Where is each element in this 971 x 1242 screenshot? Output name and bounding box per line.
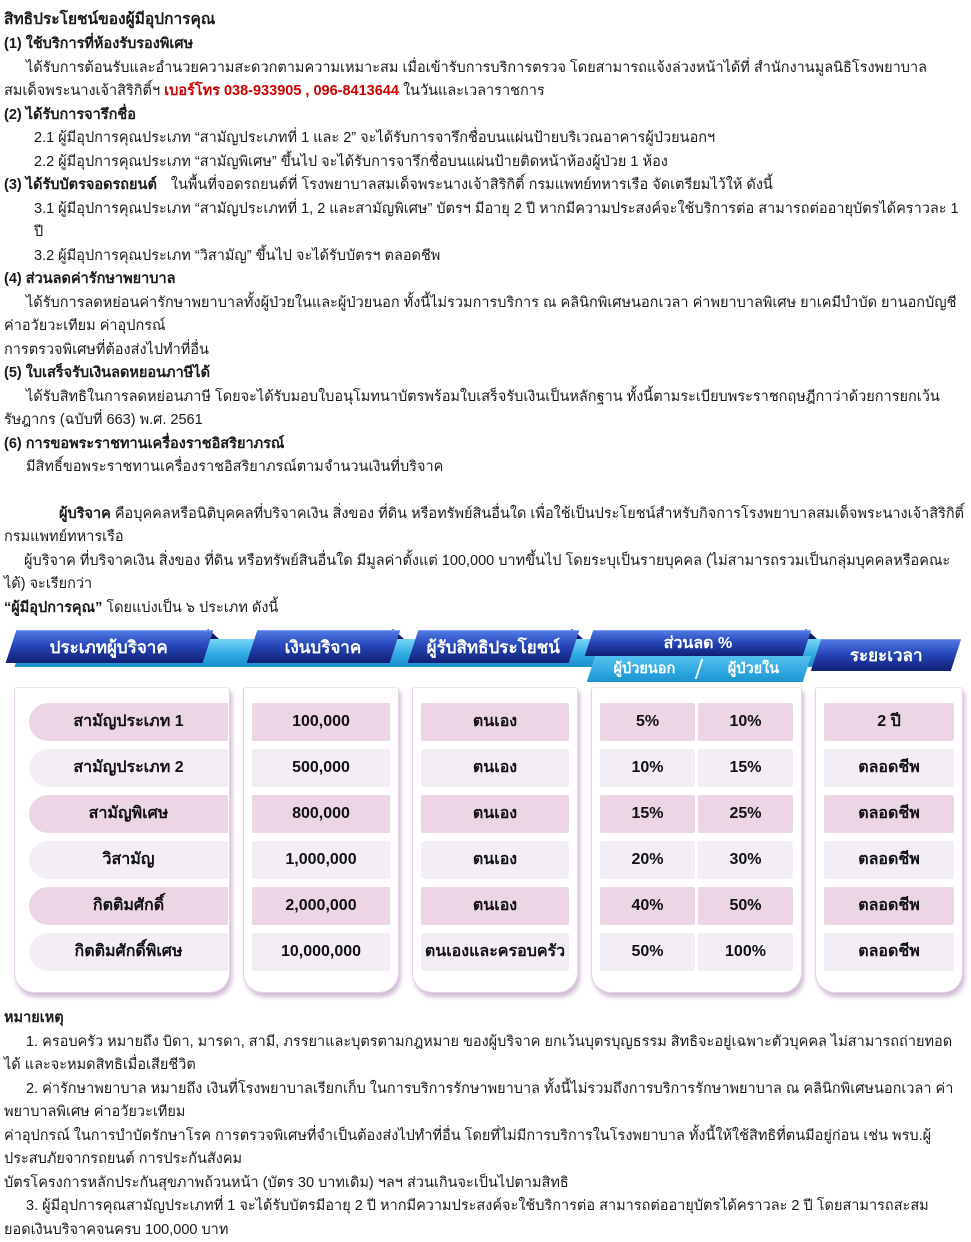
section-3-item-1: 3.1 ผู้มีอุปการคุณประเภท “สามัญประเภทที่ 1, 2 และสามัญพิเศษ” บัตรฯ มีอายุ 2 ปี หากมีความประสงค์จะใช้บริการต่อ สามารถต่ออายุบัตรได้คราวละ 1 ปี bbox=[4, 198, 966, 245]
discount-row bbox=[600, 841, 793, 879]
header-discount-label: ส่วนลด % bbox=[664, 636, 733, 652]
section-1-heading: (1) ใช้บริการที่ห้องรับรองพิเศษ bbox=[4, 33, 966, 57]
duration-cell: ตลอดชีพ bbox=[824, 749, 954, 787]
beneficiary-cell: ตนเอง bbox=[421, 703, 569, 741]
section-5-body: ได้รับสิทธิในการลดหย่อนภาษี โดยจะได้รับมอบใบอนุโมทนาบัตรพร้อมใบเสร็จรับเงินเป็นหลักฐาน ทั้งนี้ตามระเบียบพระราชกฤษฎีกาว่าด้วยการยกเว้นรัษฎากร (ฉบับที่ 663) พ.ศ. 2561 bbox=[4, 386, 966, 433]
section-3-item-2: 3.2 ผู้มีอุปการคุณประเภท “วิสามัญ” ขึ้นไป จะได้รับบัตรฯ ตลอดชีพ bbox=[4, 245, 966, 269]
amount-cell: 10,000,000 bbox=[252, 933, 390, 971]
header-duration bbox=[811, 639, 961, 671]
section-6-body: มีสิทธิ์ขอพระราชทานเครื่องราชอิสริยาภรณ์ตามจำนวนเงินที่บริจาค bbox=[4, 456, 966, 480]
inpatient-cell: 15% bbox=[698, 749, 793, 787]
discount-row bbox=[600, 749, 793, 787]
header-outpatient: ผู้ป่วยนอก bbox=[591, 662, 698, 677]
column-discount bbox=[591, 687, 802, 993]
outpatient-cell: 15% bbox=[600, 795, 695, 833]
note-2-line-2: ค่าอุปกรณ์ ในการบำบัดรักษาโรค การตรวจพิเศษที่จำเป็นต้องส่งไปทำที่อื่น โดยที่ไม่มีการบริการในโรงพยาบาล ทั้งนี้ให้ใช้สิทธิที่ตนมีอยู่ก่อน เช่น พรบ.ผู้ประสบภัยจากรถยนต์ การประกันสังคม bbox=[4, 1125, 966, 1172]
intro-lead: ผู้บริจาค bbox=[59, 506, 111, 522]
section-3-heading-line bbox=[4, 174, 966, 198]
duration-cell: ตลอดชีพ bbox=[824, 795, 954, 833]
table-body bbox=[14, 687, 963, 993]
header-beneficiary-label: ผู้รับสิทธิประโยชน์ bbox=[427, 639, 560, 656]
section-3-heading: (3) ได้รับบัตรจอดรถยนต์ bbox=[4, 177, 157, 193]
outpatient-cell: 50% bbox=[600, 933, 695, 971]
beneficiary-cell: ตนเอง bbox=[421, 749, 569, 787]
outpatient-cell: 20% bbox=[600, 841, 695, 879]
discount-row bbox=[600, 887, 793, 925]
outpatient-cell: 10% bbox=[600, 749, 695, 787]
header-beneficiary bbox=[408, 630, 580, 663]
intro-patron-term: “ผู้มีอุปการคุณ” bbox=[4, 600, 102, 616]
donor-intro-paragraph bbox=[4, 503, 966, 621]
intro-line-3 bbox=[4, 597, 966, 621]
column-donation-amount bbox=[243, 687, 399, 993]
intro-line-1 bbox=[4, 503, 966, 550]
duration-cell: ตลอดชีพ bbox=[824, 933, 954, 971]
amount-cell: 800,000 bbox=[252, 795, 390, 833]
inpatient-cell: 100% bbox=[698, 933, 793, 971]
discount-row bbox=[600, 795, 793, 833]
donor-type-cell: สามัญพิเศษ bbox=[29, 795, 228, 833]
inpatient-cell: 30% bbox=[698, 841, 793, 879]
header-donor-type-label: ประเภทผู้บริจาค bbox=[50, 639, 168, 656]
duration-cell: ตลอดชีพ bbox=[824, 887, 954, 925]
section-1-text: ได้รับการต้อนรับและอำนวยความสะดวกตามความเหมาะสม เมื่อเข้ารับการบริการตรวจ โดยสามารถแจ้งล่วงหน้าได้ที่ สำนักงานมูลนิธิโรงพยาบาลสมเด็จพระนางเจ้าสิริกิติ์ฯ bbox=[4, 60, 927, 100]
duration-cell: 2 ปี bbox=[824, 703, 954, 741]
amount-cell: 1,000,000 bbox=[252, 841, 390, 879]
donor-type-cell: กิตติมศักดิ์ bbox=[29, 887, 228, 925]
header-donor-type bbox=[6, 630, 214, 663]
donor-type-cell: สามัญประเภท 2 bbox=[29, 749, 228, 787]
intro-line-2: ผู้บริจาค ที่บริจาคเงิน สิ่งของ ที่ดิน หรือทรัพย์สินอื่นใด มีมูลค่าตั้งแต่ 100,000 บาทขึ้นไป โดยระบุเป็นรายบุคคล (ไม่สามารถรวมเป็นกลุ่มบุคคลหรือคณะได้) จะเรียกว่า bbox=[4, 550, 966, 597]
inpatient-cell: 50% bbox=[698, 887, 793, 925]
amount-cell: 100,000 bbox=[252, 703, 390, 741]
note-2-line-1: 2. ค่ารักษาพยาบาล หมายถึง เงินที่โรงพยาบาลเรียกเก็บ ในการบริการรักษาพยาบาล ทั้งนี้ไม่รวมถึงการบริการรักษาพยาบาล ณ คลินิกพิเศษนอกเวลา ค่าพยาบาลพิเศษ ค่าอวัยวะเทียม bbox=[4, 1078, 966, 1125]
note-3-line-1: 3. ผู้มีอุปการคุณสามัญประเภทที่ 1 จะได้รับบัตรมีอายุ 2 ปี หากมีความประสงค์จะใช้บริการต่อ สามารถต่ออายุบัตรได้คราวละ 2 ปี โดยสามารถสะสม bbox=[4, 1195, 966, 1219]
table-header-ribbon bbox=[14, 630, 963, 682]
beneficiary-cell: ตนเอง bbox=[421, 887, 569, 925]
section-4-body-2: การตรวจพิเศษที่ต้องส่งไปทำที่อื่น bbox=[4, 339, 966, 363]
header-discount-subrow bbox=[587, 656, 811, 682]
beneficiary-cell: ตนเองและครอบครัว bbox=[421, 933, 569, 971]
header-inpatient: ผู้ป่วยใน bbox=[700, 662, 807, 677]
discount-row bbox=[600, 703, 793, 741]
discount-row bbox=[600, 933, 793, 971]
beneficiary-cell: ตนเอง bbox=[421, 841, 569, 879]
column-donor-type bbox=[14, 687, 230, 993]
header-discount bbox=[585, 630, 811, 656]
donor-type-cell: กิตติมศักดิ์พิเศษ bbox=[29, 933, 228, 971]
inpatient-cell: 10% bbox=[698, 703, 793, 741]
amount-cell: 500,000 bbox=[252, 749, 390, 787]
section-4-body-1: ได้รับการลดหย่อนค่ารักษาพยาบาลทั้งผู้ป่วยในและผู้ป่วยนอก ทั้งนี้ไม่รวมการบริการ ณ คลินิกพิเศษนอกเวลา ค่าพยาบาลพิเศษ ยาเคมีบำบัด ยานอกบัญชี ค่าอวัยวะเทียม ค่าอุปกรณ์ bbox=[4, 292, 966, 339]
section-2-item-1: 2.1 ผู้มีอุปการคุณประเภท “สามัญประเภทที่ 1 และ 2” จะได้รับการจารึกชื่อบนแผ่นป้ายบริเวณอาคารผู้ป่วยนอกฯ bbox=[4, 127, 966, 151]
outpatient-cell: 40% bbox=[600, 887, 695, 925]
column-duration bbox=[815, 687, 963, 993]
duration-cell: ตลอดชีพ bbox=[824, 841, 954, 879]
column-beneficiary bbox=[412, 687, 578, 993]
outpatient-cell: 5% bbox=[600, 703, 695, 741]
section-1-tail: ในวันและเวลาราชการ bbox=[399, 83, 545, 99]
section-3-heading-tail: ในพื้นที่จอดรถยนต์ที่ โรงพยาบาลสมเด็จพระนางเจ้าสิริกิติ์ กรมแพทย์ทหารเรือ จัดเตรียมไว้ให้ ดังนี้ bbox=[171, 177, 773, 193]
section-4-heading: (4) ส่วนลดค่ารักษาพยาบาล bbox=[4, 268, 966, 292]
section-6-heading: (6) การขอพระราชทานเครื่องราชอิสริยาภรณ์ bbox=[4, 433, 966, 457]
note-1: 1. ครอบครัว หมายถึง บิดา, มารดา, สามี, ภรรยาและบุตรตามกฎหมาย ของผู้บริจาค ยกเว้นบุตรบุญธรรม สิทธิจะอยู่เฉพาะตัวบุคคล ไม่สามารถถ่ายทอดได้ และจะหมดสิทธิเมื่อเสียชีวิต bbox=[4, 1031, 966, 1078]
intro-line-3-tail: โดยแบ่งเป็น ๖ ประเภท ดังนี้ bbox=[102, 600, 278, 616]
header-duration-label: ระยะเวลา bbox=[849, 647, 922, 664]
section-5-heading: (5) ใบเสร็จรับเงินลดหยอนภาษีได้ bbox=[4, 362, 966, 386]
amount-cell: 2,000,000 bbox=[252, 887, 390, 925]
donor-table bbox=[14, 630, 964, 993]
notes-heading: หมายเหตุ bbox=[4, 1007, 966, 1031]
page-title: สิทธิประโยชน์ของผู้มีอุปการคุณ bbox=[4, 7, 966, 33]
header-donation-amount bbox=[247, 630, 401, 663]
donor-type-cell: สามัญประเภท 1 bbox=[29, 703, 228, 741]
beneficiary-cell: ตนเอง bbox=[421, 795, 569, 833]
section-2-item-2: 2.2 ผู้มีอุปการคุณประเภท “สามัญพิเศษ” ขึ้นไป จะได้รับการจารึกชื่อบนแผ่นป้ายติดหน้าห้องผู้ป่วย 1 ห้อง bbox=[4, 151, 966, 175]
header-donation-amount-label: เงินบริจาค bbox=[285, 639, 362, 656]
section-1-body bbox=[4, 57, 966, 104]
note-3-line-2: ยอดเงินบริจาคจนครบ 100,000 บาท bbox=[4, 1219, 966, 1242]
note-2-line-3: บัตรโครงการหลักประกันสุขภาพถ้วนหน้า (บัตร 30 บาทเดิม) ฯลฯ ส่วนเกินจะเป็นไปตามสิทธิ bbox=[4, 1172, 966, 1196]
intro-line-1-tail: คือบุคคลหรือนิติบุคคลที่บริจาคเงิน สิ่งของ ที่ดิน หรือทรัพย์สินอื่นใด เพื่อใช้เป็นประโยชน์สำหรับกิจการโรงพยาบาลสมเด็จพระนางเจ้าสิริกิติ์ กรมแพทย์ทหารเรือ bbox=[4, 506, 964, 546]
section-2-heading: (2) ได้รับการจารึกชื่อ bbox=[4, 104, 966, 128]
donor-type-cell: วิสามัญ bbox=[29, 841, 228, 879]
notes-section bbox=[4, 1007, 966, 1242]
inpatient-cell: 25% bbox=[698, 795, 793, 833]
phone-numbers: เบอร์โทร 038-933905 , 096-8413644 bbox=[164, 83, 399, 99]
